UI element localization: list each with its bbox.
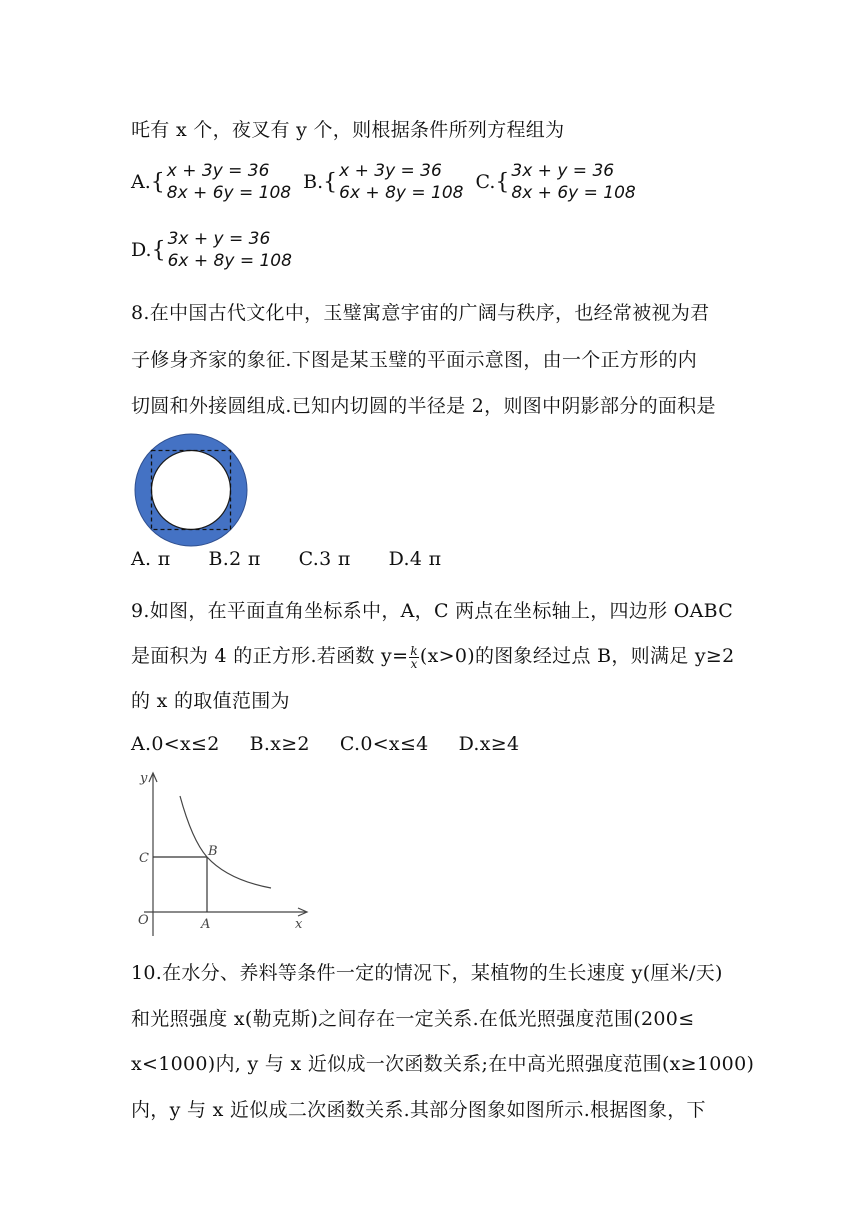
q9-option-c[interactable]: C.0<x≤4 [339, 733, 429, 755]
option-label: D. [131, 239, 152, 261]
q9-line-2-after: (x>0)的图象经过点 B，则满足 y≥2 [419, 645, 735, 667]
option-label: B. [303, 171, 324, 193]
fraction-k-over-x [409, 645, 419, 670]
option-label: C. [475, 171, 496, 193]
equation: 3x + y = 36 [167, 229, 271, 249]
q8-option-a[interactable]: A. π [131, 548, 171, 570]
q9-option-a[interactable]: A.0<x≤2 [131, 733, 220, 755]
fraction-denominator: x [410, 656, 418, 671]
q10-line-1: 10.在水分、养料等条件一定的情况下，某植物的生长速度 y(厘米/天) [131, 962, 723, 984]
point-label-a: A [201, 917, 211, 932]
q8-line-1: 8.在中国古代文化中，玉璧寓意宇宙的广阔与秩序，也经常被视为君 [131, 302, 710, 324]
q7-options-row2 [131, 228, 298, 272]
jade-disc-figure [131, 430, 251, 550]
q8-option-d[interactable]: D.4 π [388, 548, 442, 570]
fraction-numerator: k [410, 643, 418, 658]
hyperbola-curve [180, 796, 271, 888]
q10-line-4: 内，y 与 x 近似成二次函数关系.其部分图象如图所示.根据图象，下 [131, 1099, 706, 1121]
q7-option-a[interactable]: A. { x + 3y = 36 8x + 6y = 108 [131, 161, 292, 203]
q8-line-3: 切圆和外接圆组成.已知内切圆的半径是 2，则图中阴影部分的面积是 [131, 395, 716, 417]
q7-stem-tail: 吒有 x 个，夜叉有 y 个，则根据条件所列方程组为 [131, 119, 565, 141]
q9-graph [128, 768, 313, 940]
q7-option-c[interactable]: C. { 3x + y = 36 8x + 6y = 108 [475, 161, 636, 203]
q9-line-3: 的 x 的取值范围为 [131, 690, 290, 712]
point-label-c: C [139, 851, 149, 866]
q9-option-b[interactable]: B.x≥2 [249, 733, 310, 755]
q9-options [131, 733, 557, 755]
axis-label-y: y [140, 771, 148, 786]
q8-option-b[interactable]: B.2 π [208, 548, 261, 570]
q9-line-1: 9.如图，在平面直角坐标系中，A，C 两点在坐标轴上，四边形 OABC [131, 600, 734, 622]
q9-option-d[interactable]: D.x≥4 [458, 733, 520, 755]
q10-line-2: 和光照强度 x(勒克斯)之间存在一定关系.在低光照强度范围(200≤ [131, 1008, 695, 1030]
q7-option-d[interactable]: D. { 3x + y = 36 6x + 8y = 108 [131, 229, 292, 271]
equation: 6x + 8y = 108 [339, 183, 464, 203]
q7-option-b[interactable]: B. { x + 3y = 36 6x + 8y = 108 [303, 161, 464, 203]
axis-label-x: x [295, 917, 303, 932]
equation: 6x + 8y = 108 [167, 251, 292, 271]
q8-line-2: 子修身齐家的象征.下图是某玉璧的平面示意图，由一个正方形的内 [131, 349, 698, 371]
q8-option-c[interactable]: C.3 π [298, 548, 351, 570]
q9-line-2-before: 是面积为 4 的正方形.若函数 y= [131, 645, 409, 667]
q9-line-2 [131, 641, 735, 670]
q10-line-3: x<1000)内, y 与 x 近似成一次函数关系;在中高光照强度范围(x≥1000) [131, 1053, 755, 1075]
equation: 8x + 6y = 108 [511, 183, 636, 203]
option-label: A. [131, 171, 151, 193]
equation: x + 3y = 36 [339, 161, 442, 181]
inner-circle [152, 451, 231, 530]
q8-options [131, 548, 479, 570]
equation: 8x + 6y = 108 [166, 183, 292, 203]
point-label-b: B [208, 844, 218, 859]
equation: 3x + y = 36 [511, 161, 615, 181]
point-label-o: O [138, 913, 149, 928]
q7-options-row1 [131, 160, 642, 204]
equation: x + 3y = 36 [166, 161, 270, 181]
